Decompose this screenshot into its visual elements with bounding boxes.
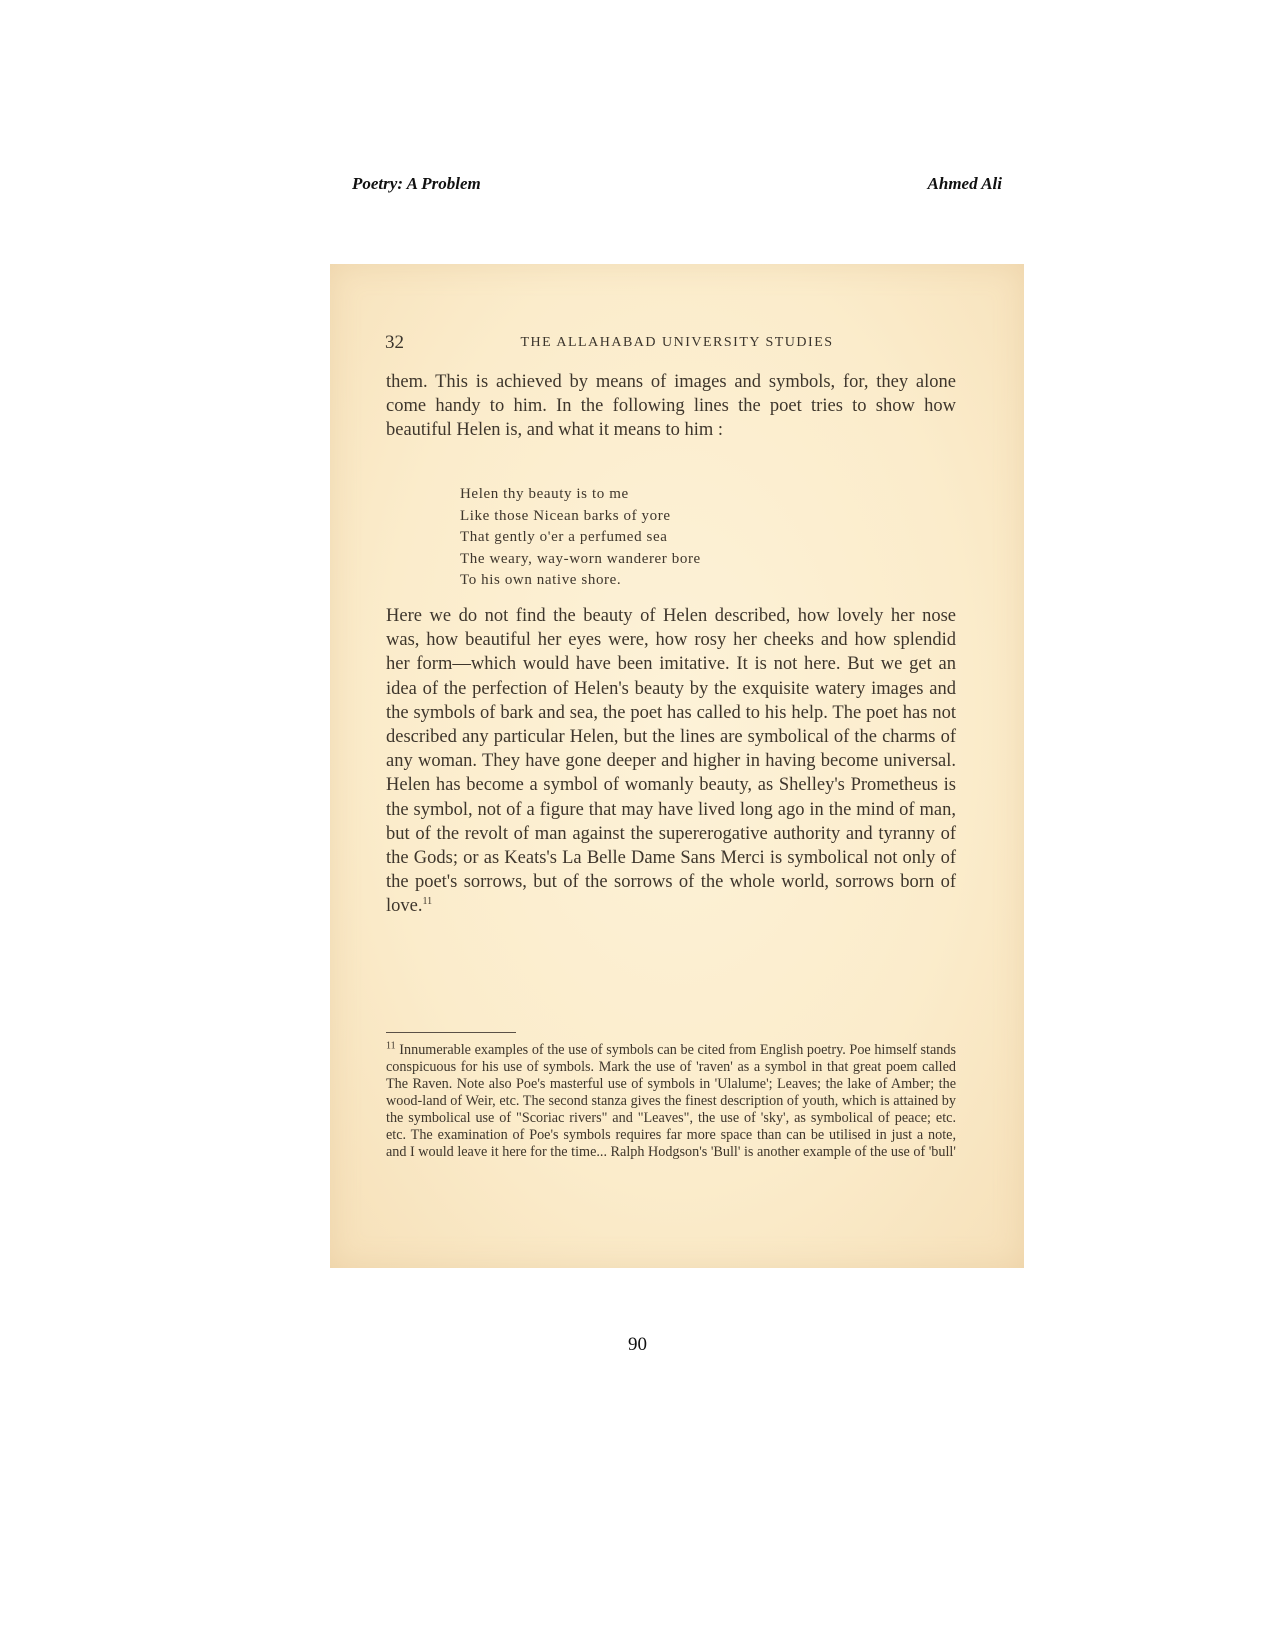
footnote-marker: 11 <box>386 1040 396 1052</box>
footnote-rule <box>386 1032 516 1033</box>
paragraph-analysis-text: Here we do not find the beauty of Helen described, how lovely her nose was, how beautiful her eyes were, how rosy her cheeks and how splendid her form—which would have been imitative. It is not here. But we get an idea of the perfection of Helen's beauty by the exquisite watery images and the symbols of bark and sea, the poet has called to his help. The poet has not described any particular Helen, but the lines are symbolical of the charms of any woman. They have gone deeper and higher in having become universal. Helen has become a symbol of womanly beauty, as Shelley's Prometheus is the symbol, not of a figure that may have lived long ago in the mind of man, but of the revolt of man against the supererogative authority and tyranny of the Gods; or as Keats's La Belle Dame Sans Merci is symbolical not only of the poet's sorrows, but of the sorrows of the whole world, sorrows born of love. <box>386 606 956 917</box>
scanned-page <box>330 264 1024 1268</box>
poem-quote <box>460 484 701 592</box>
running-header-author: Ahmed Ali <box>927 174 1002 193</box>
poem-line: To his own native shore. <box>460 572 622 588</box>
paragraph-intro: them. This is achieved by means of images and symbols, for, they alone come handy to him. In the following lines the poet tries to show how beautiful Helen is, and what it means to him : <box>386 372 956 441</box>
page-number: 90 <box>628 1334 647 1355</box>
footnote-reference: 11 <box>422 896 433 908</box>
footnote-text: Innumerable examples of the use of symbols can be cited from English poetry. Poe himself stands conspicuous for his use of symbols. Mark the use of 'raven' as a symbol in that great poem called The Raven. Note also Poe's masterful use of symbols in 'Ulalume'; Leaves; the lake of Amber; the wood-land of Weir, etc. The second stanza gives the finest description of youth, which is attained by the symbolical use of "Scoriac rivers" and "Leaves", the use of 'sky', as symbolical of peace; etc. etc. The examination of Poe's symbols requires far more space than can be utilised in just a note, and I would leave it here for the time... Ralph Hodgson's 'Bull' is another example of the use of 'bull' <box>386 1042 956 1160</box>
poem-line: That gently o'er a perfumed sea <box>460 529 668 545</box>
poem-line: Helen thy beauty is to me <box>460 486 629 502</box>
running-header-title: Poetry: A Problem <box>352 174 481 193</box>
footnote <box>386 1042 956 1161</box>
poem-line: Like those Nicean barks of yore <box>460 507 671 524</box>
poem-line: The weary, way-worn wanderer bore <box>460 550 701 567</box>
book-running-title: THE ALLAHABAD UNIVERSITY STUDIES <box>520 335 834 350</box>
paragraph-analysis <box>386 604 956 919</box>
folio-number: 32 <box>385 332 404 353</box>
